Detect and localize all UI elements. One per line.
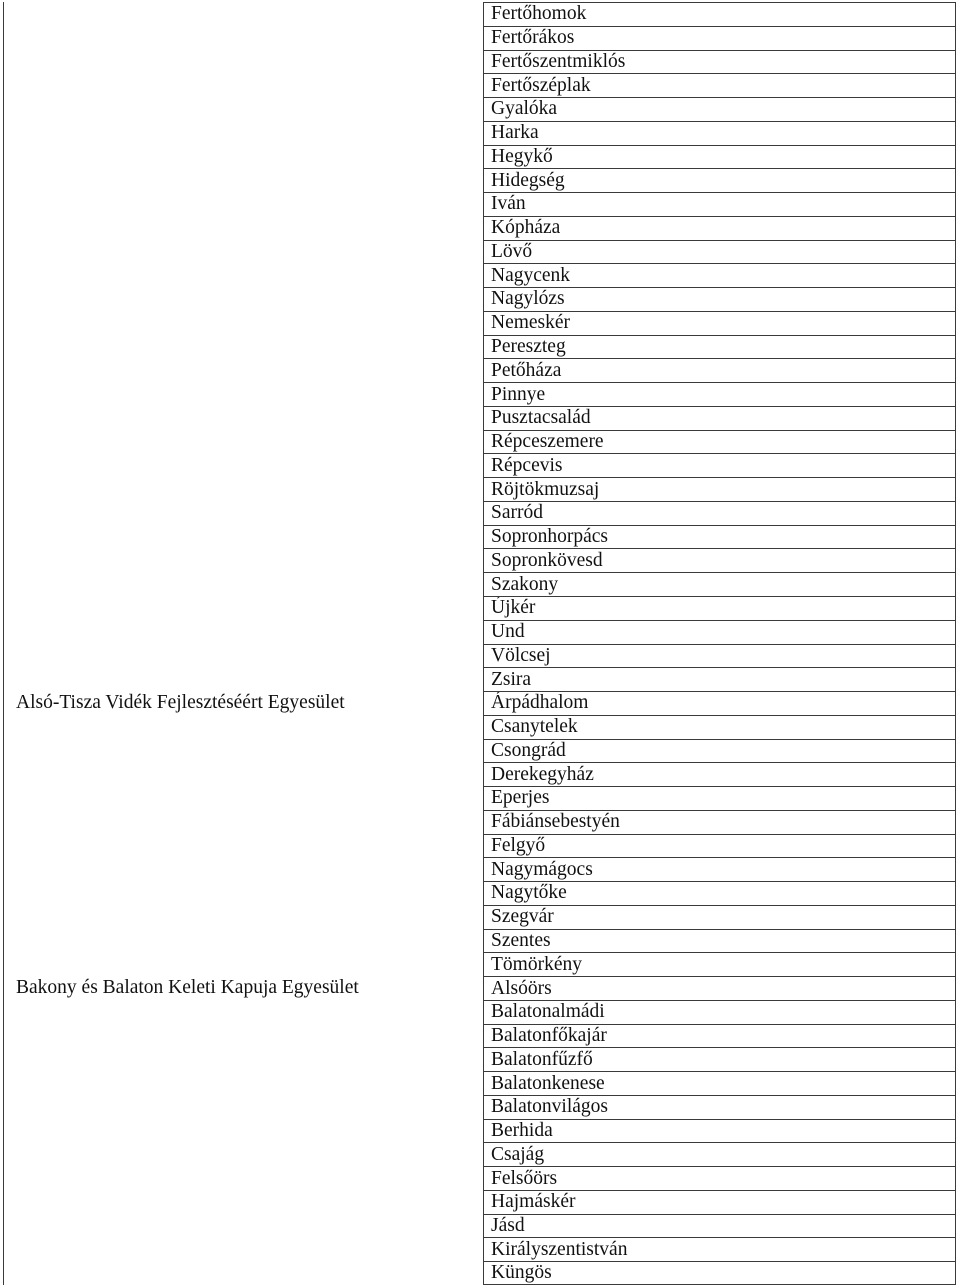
settlement-cell: Répcevis: [483, 453, 956, 477]
settlement-table: [3, 2, 956, 1285]
organization-name: Bakony és Balaton Keleti Kapuja Egyesület: [16, 977, 359, 999]
settlement-cell: Hegykő: [483, 145, 956, 169]
settlement-cell: Harka: [483, 121, 956, 145]
settlement-cell: Fertőszentmiklós: [483, 50, 956, 74]
settlement-cell: Tömörkény: [483, 952, 956, 976]
settlement-cell: Nagymágocs: [483, 857, 956, 881]
settlement-cell: Csongrád: [483, 739, 956, 763]
settlement-cell: Fertőrákos: [483, 26, 956, 50]
settlement-cell: Hidegség: [483, 168, 956, 192]
organization-cell: [3, 691, 483, 976]
settlement-cell: Sopronhorpács: [483, 525, 956, 549]
settlement-cell: Felsőörs: [483, 1166, 956, 1190]
settlement-cell: Und: [483, 620, 956, 644]
settlement-cell: Szentes: [483, 929, 956, 953]
settlement-cell: Fertőhomok: [483, 2, 956, 26]
organization-name: Alsó-Tisza Vidék Fejlesztéséért Egyesület: [16, 692, 345, 714]
settlement-cell: Újkér: [483, 596, 956, 620]
settlement-cell: Balatonfűzfő: [483, 1047, 956, 1071]
settlement-cell: Röjtökmuzsaj: [483, 477, 956, 501]
settlement-cell: Berhida: [483, 1119, 956, 1143]
settlement-cell: Eperjes: [483, 786, 956, 810]
settlement-cell: Nagytőke: [483, 881, 956, 905]
settlement-cell: Zsira: [483, 667, 956, 691]
settlement-cell: Fábiánsebestyén: [483, 810, 956, 834]
settlement-cell: Pereszteg: [483, 335, 956, 359]
settlement-cell: Gyalóka: [483, 97, 956, 121]
settlement-cell: Szegvár: [483, 905, 956, 929]
settlement-cell: Fertőszéplak: [483, 73, 956, 97]
settlement-cell: Völcsej: [483, 644, 956, 668]
organization-cell: [3, 2, 483, 691]
settlement-cell: Balatonfőkajár: [483, 1024, 956, 1048]
settlement-cell: Balatonalmádi: [483, 1000, 956, 1024]
organization-cell: [3, 976, 483, 1285]
settlement-cell: Derekegyház: [483, 762, 956, 786]
settlement-cell: Szakony: [483, 572, 956, 596]
settlement-cell: Balatonkenese: [483, 1071, 956, 1095]
settlement-cell: Kópháza: [483, 216, 956, 240]
settlement-cell: Árpádhalom: [483, 691, 956, 715]
settlement-cell: Pusztacsalád: [483, 406, 956, 430]
settlement-cell: Balatonvilágos: [483, 1095, 956, 1119]
settlement-cell: Felgyő: [483, 834, 956, 858]
settlement-cell: Alsóörs: [483, 976, 956, 1000]
settlement-cell: Nemeskér: [483, 311, 956, 335]
settlement-cell: Csanytelek: [483, 715, 956, 739]
settlement-cell: Iván: [483, 192, 956, 216]
settlement-cell: Jásd: [483, 1214, 956, 1238]
settlement-cell: Répceszemere: [483, 430, 956, 454]
settlement-cell: Nagycenk: [483, 263, 956, 287]
settlement-cell: Pinnye: [483, 382, 956, 406]
settlement-cell: Nagylózs: [483, 287, 956, 311]
settlement-cell: Csajág: [483, 1142, 956, 1166]
settlement-cell: Sarród: [483, 501, 956, 525]
settlement-cell: Küngös: [483, 1261, 956, 1285]
settlement-cell: Sopronkövesd: [483, 548, 956, 572]
settlement-cell: Petőháza: [483, 358, 956, 382]
settlement-cell: Hajmáskér: [483, 1190, 956, 1214]
settlement-cell: Királyszentistván: [483, 1237, 956, 1261]
settlement-cell: Lövő: [483, 240, 956, 264]
